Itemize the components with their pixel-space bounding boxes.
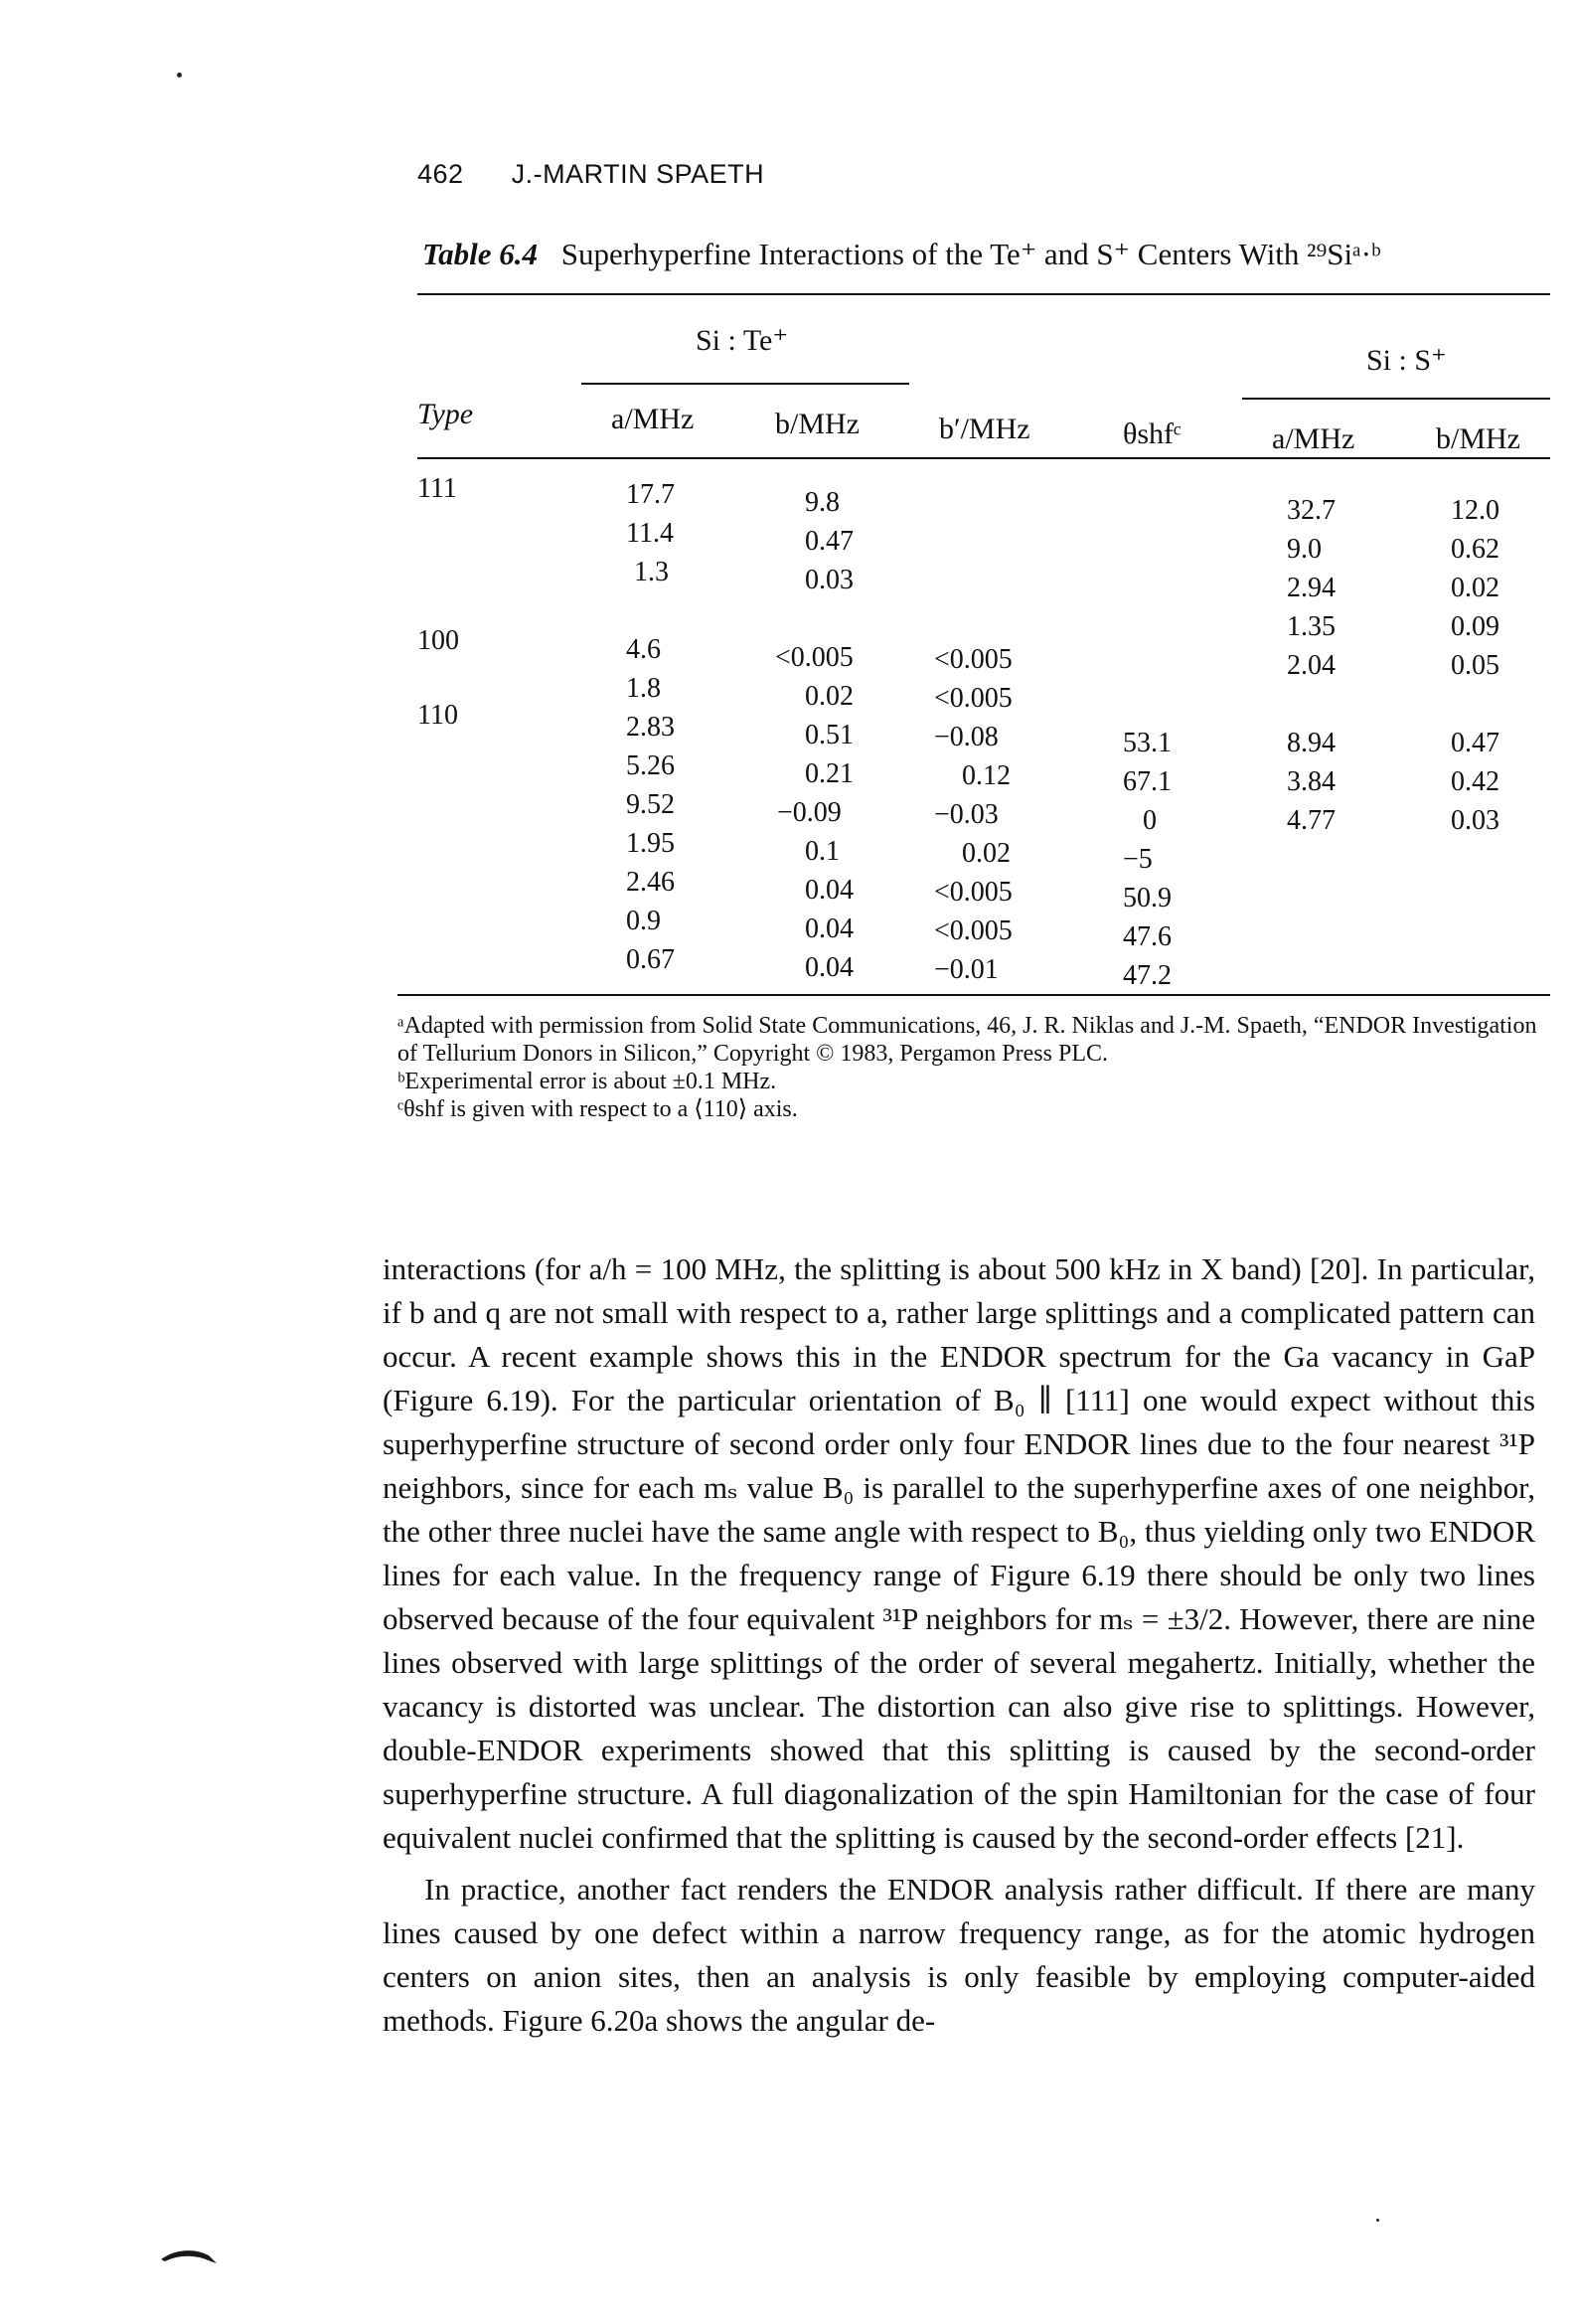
table-cell: 2.83 — [626, 712, 675, 743]
table-cell: −0.09 — [777, 797, 842, 828]
col-te-bp — [934, 640, 1013, 989]
table-title: Superhyperfine Interactions of the Te⁺ and S⁺ Centers With ²⁹Siᵃ·ᵇ — [560, 237, 1381, 271]
table-cell: 47.2 — [1123, 960, 1172, 991]
table-cell: 47.6 — [1123, 921, 1172, 952]
table-cell: 0.09 — [1451, 611, 1499, 642]
table-cell: 0.02 — [805, 681, 854, 712]
footnote-a: ᵃAdapted with permission from Solid State Communications, 46, J. R. Niklas and J.-M. Spaeth, “ENDOR Investigation of Tellurium Donors in Silicon,” Copyright © 1983, Pergamon Press PLC. — [397, 1013, 1537, 1067]
running-header — [417, 159, 764, 190]
table-cell: 1.3 — [634, 557, 669, 587]
col-te-a — [626, 475, 675, 979]
table-caption — [422, 237, 1381, 272]
table-cell: <0.005 — [934, 915, 1013, 946]
type-110: 110 — [417, 700, 458, 731]
table-cell: −0.08 — [934, 722, 999, 752]
table-cell: 32.7 — [1287, 495, 1336, 526]
table-cell: 0.02 — [962, 838, 1011, 869]
type-111: 111 — [417, 473, 457, 504]
table-cell: <0.005 — [934, 877, 1013, 908]
scan-speck — [1376, 2219, 1379, 2222]
table-cell: 0 — [1143, 805, 1157, 836]
col-header-s-b: b/MHz — [1436, 422, 1520, 455]
paragraph: In practice, another fact renders the ENDOR analysis rather difficult. If there are many lines caused by one defect within a narrow frequency range, as for the atomic hydrogen centers on anion sites, then an analysis is only feasible by employing computer-aided methods. Figure 6.20a shows the angular de- — [383, 1872, 1535, 2038]
table-label: Table 6.4 — [422, 237, 538, 271]
col-header-b: b/MHz — [775, 408, 860, 440]
footnote-c: ᶜθshf is given with respect to a ⟨110⟩ axis. — [397, 1096, 798, 1122]
table-cell: 9.52 — [626, 789, 675, 820]
table-cell: 0.9 — [626, 906, 661, 936]
table-cell: 2.46 — [626, 867, 675, 898]
table-bottom-rule — [397, 994, 1550, 996]
table-cell: 0.03 — [1451, 805, 1499, 836]
type-100: 100 — [417, 625, 459, 656]
table-cell: 0.67 — [626, 944, 675, 975]
table-cell: 0.04 — [805, 952, 854, 983]
paragraph: interactions (for a/h = 100 MHz, the splitting is about 500 kHz in X band) [20]. In particular, if b and q are not small with respect to a, rather large splittings and a complicated pattern can occur. A recent example shows this in the ENDOR spectrum for the Ga vacancy in GaP (Figure 6.19). For the particular orientation of B₀ ∥ [111] one would expect without this superhyperfine structure of second order only four ENDOR lines due to the four nearest ³¹P neighbors, since for each mₛ value B₀ is parallel to the superhyperfine axes of one neighbor, the other three nuclei have the same angle with respect to B₀, thus yielding only two ENDOR lines for each value. In the frequency range of Figure 6.19 there should be only two lines observed because of the four equivalent ³¹P neighbors for mₛ = ±3/2. However, there are nine lines observed with large splittings of the order of several megahertz. Initially, whether the vacancy is distorted was unclear. The distortion can also give rise to splittings. However, double-ENDOR experiments showed that this splitting is caused by the second-order superhyperfine structure. A full diagonalization of the spin Hamiltonian for the case of four equivalent nuclei confirmed that the splitting is caused by the second-order effects [21]. — [383, 1251, 1535, 1855]
col-header-a: a/MHz — [611, 403, 695, 435]
table-cell: 0.1 — [805, 836, 840, 867]
table-cell: 11.4 — [626, 518, 674, 549]
table-cell: 0.03 — [805, 565, 854, 595]
table-cell: 9.0 — [1287, 534, 1322, 565]
table-cell: 0.47 — [1451, 728, 1499, 758]
table-cell: 4.77 — [1287, 805, 1336, 836]
table-cell: 9.8 — [805, 487, 840, 518]
col-s-a — [1287, 491, 1336, 840]
table-cell: −5 — [1123, 844, 1153, 875]
table-cell: 67.1 — [1123, 766, 1172, 797]
table-cell: 0.04 — [805, 913, 854, 944]
col-header-theta: θshfᶜ — [1123, 417, 1182, 450]
table-cell: 0.51 — [805, 720, 854, 750]
table-top-rule — [417, 293, 1550, 295]
scan-speck — [177, 73, 182, 78]
col-header-s-a: a/MHz — [1272, 422, 1355, 455]
table-cell: 5.26 — [626, 750, 675, 781]
table-cell: 1.8 — [626, 673, 661, 704]
table-cell: 12.0 — [1451, 495, 1499, 526]
scan-mark — [159, 2241, 229, 2271]
table-cell: 0.04 — [805, 875, 854, 906]
col-header-bp: b′/MHz — [939, 413, 1030, 445]
col-header-type: Type — [417, 398, 474, 430]
body-text — [383, 1247, 1535, 2051]
table-cell: 53.1 — [1123, 728, 1172, 758]
header-bottom-rule — [417, 457, 1550, 459]
page-number: 462 — [417, 159, 464, 189]
table-cell: 50.9 — [1123, 883, 1172, 913]
col-s-b — [1451, 491, 1499, 840]
table-cell: −0.03 — [934, 799, 999, 830]
table-cell: 8.94 — [1287, 728, 1336, 758]
table-cell: <0.005 — [775, 642, 854, 673]
table-cell: <0.005 — [934, 644, 1013, 675]
table-cell: 1.95 — [626, 828, 675, 859]
table-cell: 0.12 — [962, 760, 1011, 791]
group-rule-s — [1242, 398, 1550, 400]
group-header-te: Si : Te⁺ — [696, 324, 789, 357]
table-cell: <0.005 — [934, 683, 1013, 714]
table-cell: 3.84 — [1287, 766, 1336, 797]
table-cell: 0.21 — [805, 758, 854, 789]
table-cell: 4.6 — [626, 634, 661, 665]
footnote-b: ᵇExperimental error is about ±0.1 MHz. — [397, 1069, 777, 1094]
table-cell: 0.05 — [1451, 650, 1499, 681]
table-cell: 17.7 — [626, 479, 675, 510]
table-cell: 2.04 — [1287, 650, 1336, 681]
col-te-theta — [1123, 724, 1172, 995]
table-cell: 2.94 — [1287, 573, 1336, 603]
table-cell: −0.01 — [934, 954, 999, 985]
group-header-s: Si : S⁺ — [1366, 344, 1447, 377]
table-cell: 0.42 — [1451, 766, 1499, 797]
col-te-b — [775, 483, 854, 987]
table-cell: 0.62 — [1451, 534, 1499, 565]
table-cell: 0.02 — [1451, 573, 1499, 603]
running-author: J.-MARTIN SPAETH — [511, 159, 765, 189]
table-cell: 0.47 — [805, 526, 854, 557]
group-rule-te — [581, 383, 909, 385]
table-cell: 1.35 — [1287, 611, 1336, 642]
table-footnotes — [397, 1012, 1550, 1123]
